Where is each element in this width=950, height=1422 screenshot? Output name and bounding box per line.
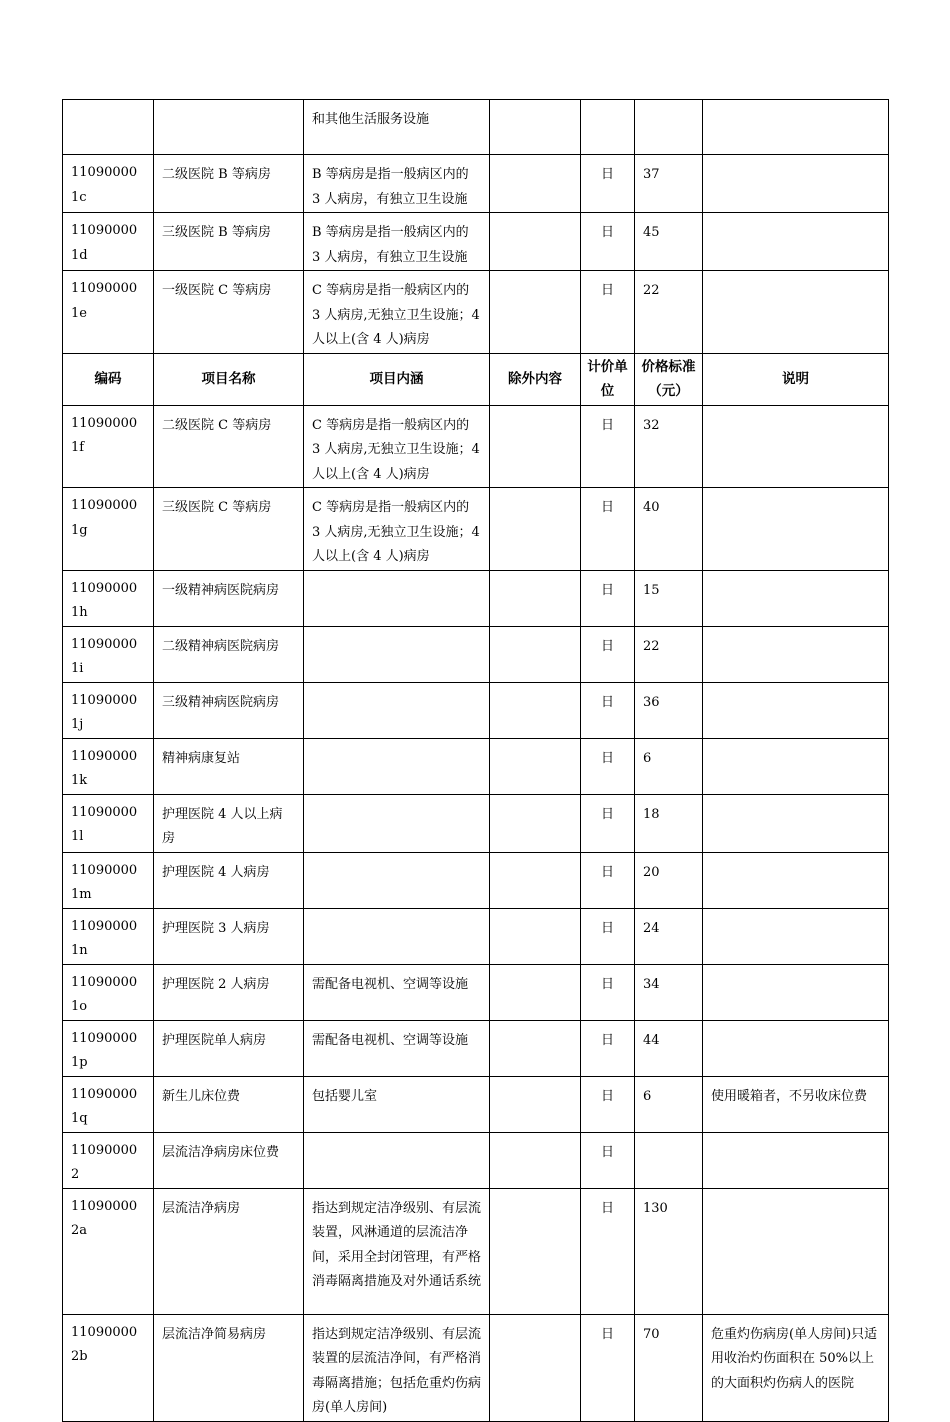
cell-price: 24 (635, 908, 703, 964)
cell-name: 层流洁净病房床位费 (154, 1132, 304, 1188)
cell-name: 一级精神病医院病房 (154, 570, 304, 626)
cell-unit: 日 (581, 570, 635, 626)
cell-price: 44 (635, 1020, 703, 1076)
cell-content: 指达到规定洁净级别、有层流装置的层流洁净间，有严格消毒隔离措施；包括危重灼伤病房(单人房间) (304, 1314, 490, 1421)
cell-excluded (490, 682, 581, 738)
cell-name: 新生儿床位费 (154, 1076, 304, 1132)
cell-code: 110900001l (63, 794, 154, 852)
cell-price: 20 (635, 852, 703, 908)
cell-code: 110900001p (63, 1020, 154, 1076)
cell-note (703, 964, 889, 1020)
cell-note (703, 1188, 889, 1314)
cell-content (304, 794, 490, 852)
cell-code (63, 100, 154, 155)
cell-excluded (490, 100, 581, 155)
cell-code: 110900001j (63, 682, 154, 738)
cell-code: 110900001e (63, 271, 154, 354)
cell-excluded (490, 570, 581, 626)
table-row (63, 488, 889, 571)
cell-excluded (490, 852, 581, 908)
cell-name: 一级医院 C 等病房 (154, 271, 304, 354)
cell-unit: 日 (581, 626, 635, 682)
cell-price: 34 (635, 964, 703, 1020)
table-row (63, 682, 889, 738)
cell-name (154, 100, 304, 155)
cell-content: 包括婴儿室 (304, 1076, 490, 1132)
cell-name: 二级精神病医院病房 (154, 626, 304, 682)
cell-code: 110900001c (63, 155, 154, 213)
cell-unit: 日 (581, 488, 635, 571)
table-row (63, 852, 889, 908)
table-row (63, 738, 889, 794)
header-unit: 计价单位 (581, 353, 635, 405)
cell-excluded (490, 1020, 581, 1076)
cell-price (635, 100, 703, 155)
cell-content (304, 682, 490, 738)
cell-note (703, 908, 889, 964)
cell-code: 110900001d (63, 213, 154, 271)
cell-name: 护理医院 4 人以上病房 (154, 794, 304, 852)
cell-content: B 等病房是指一般病区内的 3 人病房，有独立卫生设施 (304, 213, 490, 271)
cell-unit: 日 (581, 738, 635, 794)
cell-unit: 日 (581, 1188, 635, 1314)
cell-unit: 日 (581, 852, 635, 908)
cell-unit: 日 (581, 1314, 635, 1421)
table-row (63, 626, 889, 682)
cell-unit: 日 (581, 682, 635, 738)
cell-name: 层流洁净病房 (154, 1188, 304, 1314)
price-table (62, 99, 889, 1422)
cell-code: 110900002a (63, 1188, 154, 1314)
cell-note (703, 271, 889, 354)
cell-note (703, 626, 889, 682)
cell-excluded (490, 964, 581, 1020)
cell-name: 层流洁净简易病房 (154, 1314, 304, 1421)
cell-note (703, 1132, 889, 1188)
cell-content: C 等病房是指一般病区内的 3 人病房,无独立卫生设施；4 人以上(含 4 人)病房 (304, 488, 490, 571)
cell-content (304, 852, 490, 908)
cell-name: 二级医院 B 等病房 (154, 155, 304, 213)
header-note: 说明 (703, 353, 889, 405)
cell-excluded (490, 155, 581, 213)
cell-unit: 日 (581, 1132, 635, 1188)
cell-note (703, 488, 889, 571)
header-content: 项目内涵 (304, 353, 490, 405)
cell-note (703, 852, 889, 908)
cell-code: 110900002b (63, 1314, 154, 1421)
cell-unit: 日 (581, 213, 635, 271)
table-header-section (63, 353, 889, 405)
cell-code: 110900001o (63, 964, 154, 1020)
table-row (63, 1188, 889, 1314)
cell-note (703, 682, 889, 738)
cell-code: 110900001f (63, 405, 154, 488)
header-price: 价格标准（元） (635, 353, 703, 405)
cell-content (304, 626, 490, 682)
table-header-row (63, 353, 889, 405)
cell-code: 110900001g (63, 488, 154, 571)
cell-note (703, 1020, 889, 1076)
cell-excluded (490, 794, 581, 852)
cell-unit: 日 (581, 964, 635, 1020)
table-row (63, 1314, 889, 1421)
cell-price: 32 (635, 405, 703, 488)
cell-price: 70 (635, 1314, 703, 1421)
cell-content: 和其他生活服务设施 (304, 100, 490, 155)
cell-name: 护理医院 4 人病房 (154, 852, 304, 908)
cell-unit: 日 (581, 155, 635, 213)
cell-price: 15 (635, 570, 703, 626)
cell-excluded (490, 626, 581, 682)
header-excluded: 除外内容 (490, 353, 581, 405)
cell-name: 精神病康复站 (154, 738, 304, 794)
cell-note (703, 155, 889, 213)
cell-content: B 等病房是指一般病区内的 3 人病房，有独立卫生设施 (304, 155, 490, 213)
cell-name: 二级医院 C 等病房 (154, 405, 304, 488)
cell-note (703, 100, 889, 155)
cell-code: 110900001m (63, 852, 154, 908)
cell-unit: 日 (581, 405, 635, 488)
table-row (63, 908, 889, 964)
cell-name: 三级医院 B 等病房 (154, 213, 304, 271)
cell-price: 22 (635, 271, 703, 354)
table-row (63, 1076, 889, 1132)
table-row (63, 100, 889, 155)
cell-unit: 日 (581, 794, 635, 852)
cell-name: 护理医院 3 人病房 (154, 908, 304, 964)
table-row (63, 570, 889, 626)
table-row (63, 1020, 889, 1076)
cell-price: 130 (635, 1188, 703, 1314)
cell-excluded (490, 738, 581, 794)
cell-code: 110900001i (63, 626, 154, 682)
cell-price (635, 1132, 703, 1188)
cell-note (703, 405, 889, 488)
table-row (63, 964, 889, 1020)
cell-price: 22 (635, 626, 703, 682)
cell-excluded (490, 1076, 581, 1132)
cell-excluded (490, 1314, 581, 1421)
cell-note (703, 794, 889, 852)
cell-note: 危重灼伤病房(单人房间)只适用收治灼伤面积在 50%以上的大面积灼伤病人的医院 (703, 1314, 889, 1421)
cell-excluded (490, 1132, 581, 1188)
cell-unit (581, 100, 635, 155)
cell-note (703, 738, 889, 794)
cell-price: 40 (635, 488, 703, 571)
cell-content (304, 908, 490, 964)
cell-content: 需配备电视机、空调等设施 (304, 964, 490, 1020)
cell-unit: 日 (581, 271, 635, 354)
table-row (63, 1132, 889, 1188)
cell-code: 110900001k (63, 738, 154, 794)
cell-excluded (490, 1188, 581, 1314)
cell-code: 110900002 (63, 1132, 154, 1188)
cell-price: 36 (635, 682, 703, 738)
cell-price: 6 (635, 738, 703, 794)
cell-content (304, 738, 490, 794)
cell-price: 37 (635, 155, 703, 213)
cell-content: C 等病房是指一般病区内的 3 人病房,无独立卫生设施；4 人以上(含 4 人)病房 (304, 271, 490, 354)
cell-name: 护理医院单人病房 (154, 1020, 304, 1076)
cell-unit: 日 (581, 1020, 635, 1076)
cell-code: 110900001q (63, 1076, 154, 1132)
cell-price: 18 (635, 794, 703, 852)
table-row (63, 271, 889, 354)
table-body-top (63, 100, 889, 354)
cell-excluded (490, 908, 581, 964)
cell-excluded (490, 271, 581, 354)
cell-price: 45 (635, 213, 703, 271)
table-row (63, 794, 889, 852)
cell-note: 使用暖箱者，不另收床位费 (703, 1076, 889, 1132)
cell-code: 110900001h (63, 570, 154, 626)
cell-price: 6 (635, 1076, 703, 1132)
cell-content (304, 1132, 490, 1188)
table-row (63, 213, 889, 271)
table-row (63, 405, 889, 488)
table-body-bottom (63, 405, 889, 1421)
header-name: 项目名称 (154, 353, 304, 405)
cell-excluded (490, 488, 581, 571)
cell-note (703, 213, 889, 271)
cell-content (304, 570, 490, 626)
cell-excluded (490, 213, 581, 271)
cell-unit: 日 (581, 908, 635, 964)
cell-code: 110900001n (63, 908, 154, 964)
table-row (63, 155, 889, 213)
cell-note (703, 570, 889, 626)
cell-unit: 日 (581, 1076, 635, 1132)
header-code: 编码 (63, 353, 154, 405)
cell-content: 需配备电视机、空调等设施 (304, 1020, 490, 1076)
cell-name: 护理医院 2 人病房 (154, 964, 304, 1020)
cell-content: 指达到规定洁净级别、有层流装置，风淋通道的层流洁净间，采用全封闭管理，有严格消毒隔离措施及对外通话系统 (304, 1188, 490, 1314)
cell-name: 三级医院 C 等病房 (154, 488, 304, 571)
cell-content: C 等病房是指一般病区内的 3 人病房,无独立卫生设施；4 人以上(含 4 人)病房 (304, 405, 490, 488)
cell-excluded (490, 405, 581, 488)
cell-name: 三级精神病医院病房 (154, 682, 304, 738)
